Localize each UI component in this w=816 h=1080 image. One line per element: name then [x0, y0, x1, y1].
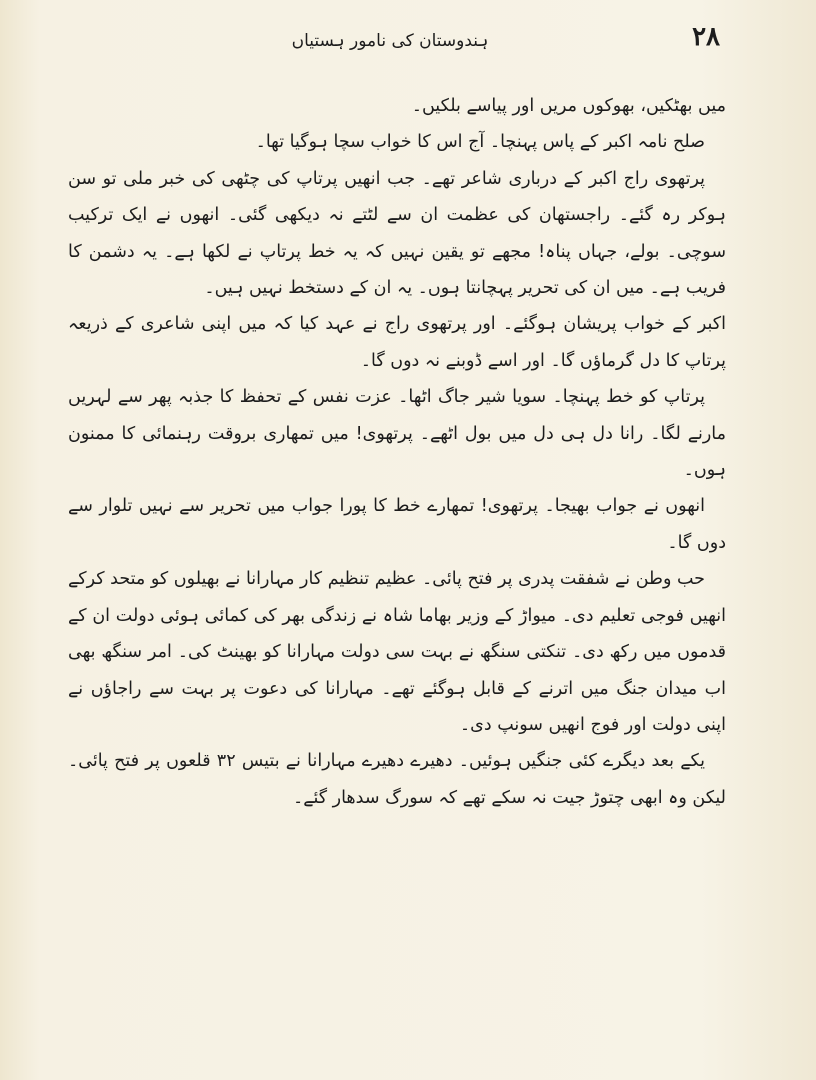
page-header — [60, 22, 720, 62]
page-number: ٢٨ — [692, 22, 720, 52]
page-body — [68, 88, 726, 816]
paragraph: پرتھوی راج اکبر کے درباری شاعر تھے۔ جب انھیں پرتاپ کی چٹھی کی خبر ملی تو سن ہوکر رہ گئے۔ راجستھان کی عظمت ان سے لٹتے نہ دیکھی گئی۔ انھوں نے ایک ترکیب سوچی۔ بولے، جہاں پناہ! مجھے تو یقین نہیں کہ یہ خط پرتاپ نے لکھا ہے۔ یہ دشمن کا فریب ہے۔ میں ان کی تحریر پہچانتا ہوں۔ یہ ان کے دستخط نہیں ہیں۔ — [68, 168, 726, 299]
paragraph: اکبر کے خواب پریشان ہوگئے۔ اور پرتھوی راج نے عہد کیا کہ میں اپنی شاعری کے ذریعہ پرتاپ کا دل گرماؤں گا۔ اور اسے ڈوبنے نہ دوں گا۔ — [68, 314, 726, 371]
paragraph: پرتاپ کو خط پہنچا۔ سویا شیر جاگ اٹھا۔ عزت نفس کے تحفظ کا جذبہ پھر سے لہریں مارنے لگا۔ رانا دل ہی دل میں بول اٹھے۔ پرتھوی! میں تمھاری بروقت رہنمائی کا ممنون ہوں۔ — [68, 387, 726, 481]
paragraph: یکے بعد دیگرے کئی جنگیں ہوئیں۔ دھیرے دھیرے مہارانا نے بتیس ٣٢ قلعوں پر فتح پائی۔ لیکن وہ ابھی چتوڑ جیت نہ سکے تھے کہ سورگ سدھار گئے۔ — [68, 751, 726, 808]
running-title: ہندوستان کی نامور ہستیاں — [291, 31, 489, 51]
paragraph: صلح نامہ اکبر کے پاس پہنچا۔ آج اس کا خواب سچا ہوگیا تھا۔ — [255, 132, 705, 153]
paragraph: حب وطن نے شفقت پدری پر فتح پائی۔ عظیم تنظیم کار مہارانا نے بھیلوں کو متحد کرکے انھیں فوجی تعلیم دی۔ میواڑ کے وزیر بھاما شاہ نے زندگی بھر کی کمائی ہوئی دولت ان کے قدموں میں رکھ دی۔ تنکتی سنگھ نے بہت سی دولت مہارانا کو بھینٹ کی۔ امر سنگھ بھی اب میدان جنگ میں اترنے کے قابل ہوگئے تھے۔ مہارانا کی دعوت پر بہت سے راجاؤں نے اپنی دولت اور فوج انھیں سونپ دی۔ — [68, 569, 726, 735]
paragraph: انھوں نے جواب بھیجا۔ پرتھوی! تمھارے خط کا پورا جواب میں تحریر سے نہیں تلوار سے دوں گا۔ — [68, 496, 726, 553]
paragraph: میں بھٹکیں، بھوکوں مریں اور پیاسے بلکیں۔ — [411, 96, 726, 116]
